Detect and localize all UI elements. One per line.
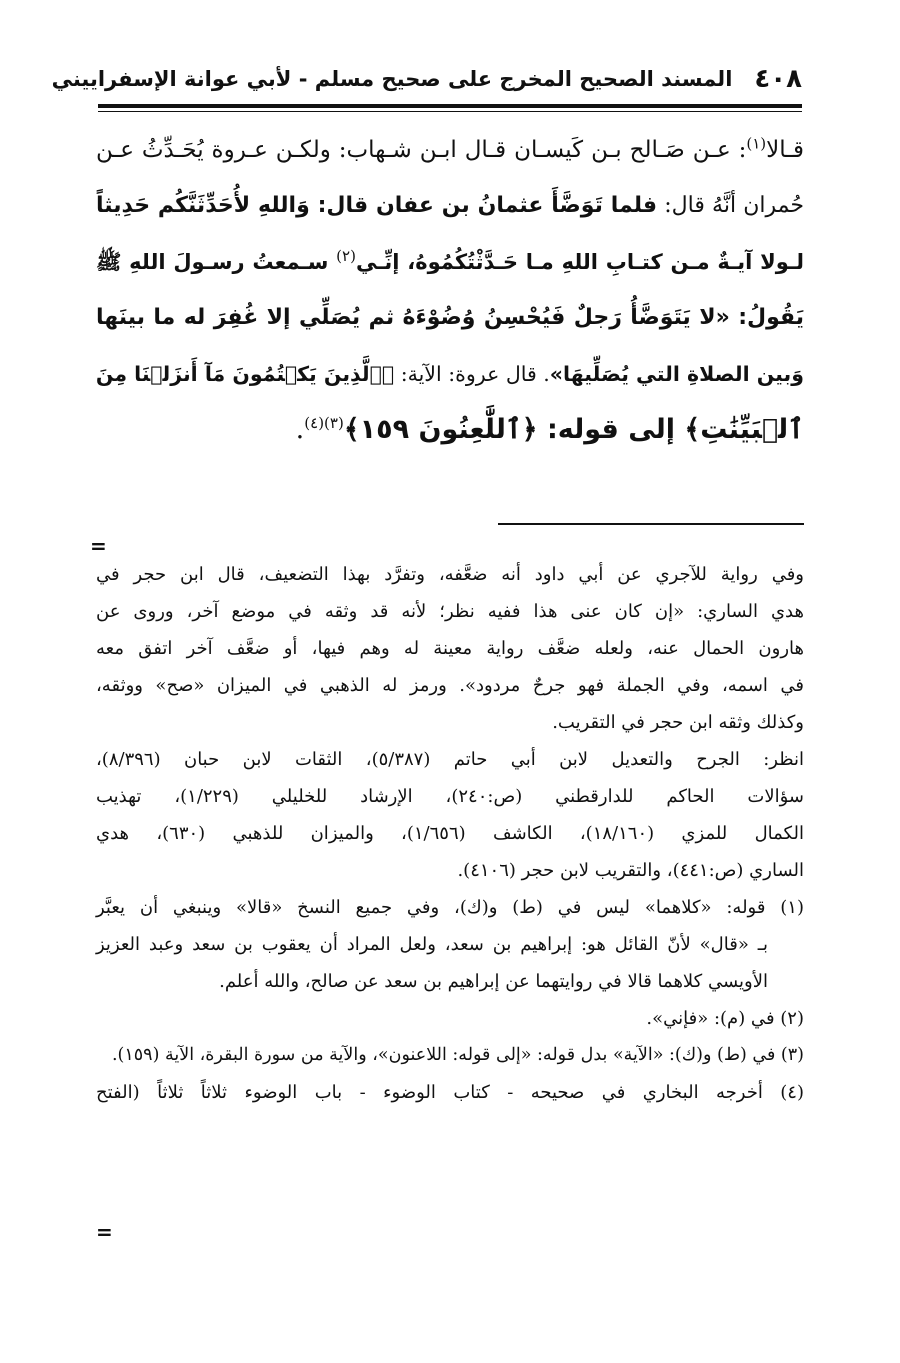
text-segment: فلما تَوَضَّأَ عثمانُ بن عفان قال: وَاللهِ لأُحَدِّثَنَّكُم حَدِيثاً bbox=[96, 193, 658, 218]
main-text-line bbox=[96, 346, 804, 402]
footnote-line: وفي رواية للآجري عن أبي داود أنه ضعَّفه، وتفرَّد بهذا التضعيف، قال ابن حجر في bbox=[96, 564, 804, 585]
text-segment: وَبين الصلاةِ التي يُصَلِّيهَا» bbox=[549, 362, 804, 386]
footnote-line: وكذلك وثقه ابن حجر في التقريب. bbox=[552, 712, 804, 733]
footnote-line: الساري (ص:٤٤١)، والتقريب لابن حجر (٤١٠٦). bbox=[457, 860, 804, 881]
text-segment: سـمعتُ رسـولَ اللهِ ﷺ bbox=[96, 250, 337, 274]
text-segment: قـالا bbox=[766, 137, 804, 163]
text-segment: : عـن صَـالح بـن كَيسـان قـال ابـن شـهاب: ولكـن عـروة يُحَـدِّثُ عـن bbox=[96, 137, 747, 163]
header-rule-thin bbox=[98, 111, 802, 112]
text-segment: حُمران أنَّهُ قال: bbox=[657, 193, 804, 218]
main-text-line bbox=[96, 234, 804, 290]
footnote-line: هارون الحمال عنه، ولعله ضعَّف رواية معينة له وهم فيها، أو ضعَّف آخر اتفق معه bbox=[96, 638, 804, 659]
footnote-line: الأويسي كلاهما قالا في روايتهما عن إبراهيم بن سعد عن صالح، والله أعلم. bbox=[219, 971, 768, 992]
footnote-line: هدي الساري: «إن كان عنى هذا ففيه نظر؛ لأنه قد وثقه في موضع آخر، وروى عن bbox=[96, 601, 804, 622]
continuation-mark-top: = bbox=[90, 534, 107, 558]
footnote-line: (١) قوله: «كلاهما» ليس في (ط) و(ك)، وفي جميع النسخ «قالا» وينبغي أن يعبَّر bbox=[96, 897, 804, 918]
footnote-line: (٤) أخرجه البخاري في صحيحه - كتاب الوضوء - باب الوضوء ثلاثاً ثلاثاً (الفتح bbox=[96, 1082, 804, 1103]
footnote-line: (٣) في (ط) و(ك): «الآية» بدل قوله: «إلى قوله: اللاعنون»، والآية من سورة البقرة، الآية (١٥٩). bbox=[111, 1045, 804, 1065]
page-number: ٤٠٨ bbox=[754, 64, 802, 94]
text-segment: يَقُولُ: «لا يَتَوَضَّأُ رَجلٌ فَيُحْسِنُ وُضُوْءَهُ ثم يُصَلِّي إلا غُفِرَ له ما بينَها bbox=[96, 305, 804, 330]
header-rule bbox=[98, 104, 802, 108]
main-text bbox=[96, 122, 804, 458]
main-text-line bbox=[96, 122, 804, 178]
footnote-line: بـ «قال» لأنّ القائل هو: إبراهيم بن سعد، ولعل المراد أن يعقوب بن سعد وعبد العزيز bbox=[96, 934, 768, 955]
text-segment: لـولا آيـةٌ مـن كتـابِ اللهِ مـا حَـدَّثْتُكُمُوهُ، إنِّـي bbox=[355, 250, 804, 274]
main-text-line bbox=[96, 290, 804, 346]
footnote-ref: (٢) bbox=[336, 247, 356, 265]
text-segment: . قال عروة: الآية: bbox=[394, 362, 550, 386]
main-text-line bbox=[96, 178, 804, 234]
footnote-ref: (١) bbox=[746, 134, 767, 153]
footnote-ref: (٣)(٤) bbox=[304, 414, 344, 432]
footnote-line: سؤالات الحاكم للدارقطني (ص:٢٤٠)، الإرشاد للخليلي (١/٢٢٩)، تهذيب bbox=[96, 786, 804, 807]
footnote-line: (٢) في (م): «فإني». bbox=[646, 1008, 804, 1029]
text-segment: ٱلۡبَيِّنَٰتِ﴾ إلى قوله: ﴿ٱللَّٰعِنُونَ ١٥٩﴾ bbox=[343, 414, 804, 445]
footnotes bbox=[96, 556, 804, 1111]
main-text-line bbox=[96, 402, 804, 458]
footnote-line: في اسمه، وفي الجملة فهو جرحٌ مردود». ورمز له الذهبي في الميزان «صح» ووثقه، bbox=[96, 675, 804, 696]
running-header bbox=[51, 60, 802, 98]
text-segment: ﴿ٱلَّذِينَ يَكۡتُمُونَ مَآ أَنزَلۡنَا مِنَ bbox=[95, 362, 395, 386]
running-title: المسند الصحيح المخرج على صحيح مسلم - لأبي عوانة الإسفراييني bbox=[51, 67, 733, 91]
continuation-mark-bottom: = bbox=[96, 1220, 113, 1244]
footnote-line: الكمال للمزي (١٨/١٦٠)، الكاشف (١/٦٥٦)، والميزان للذهبي (٦٣٠)، هدي bbox=[96, 823, 804, 844]
text-segment: . bbox=[295, 414, 305, 445]
footnote-separator bbox=[498, 523, 804, 525]
footnote-line: انظر: الجرح والتعديل لابن أبي حاتم (٥/٣٨٧)، الثقات لابن حبان (٨/٣٩٦)، bbox=[96, 749, 804, 770]
